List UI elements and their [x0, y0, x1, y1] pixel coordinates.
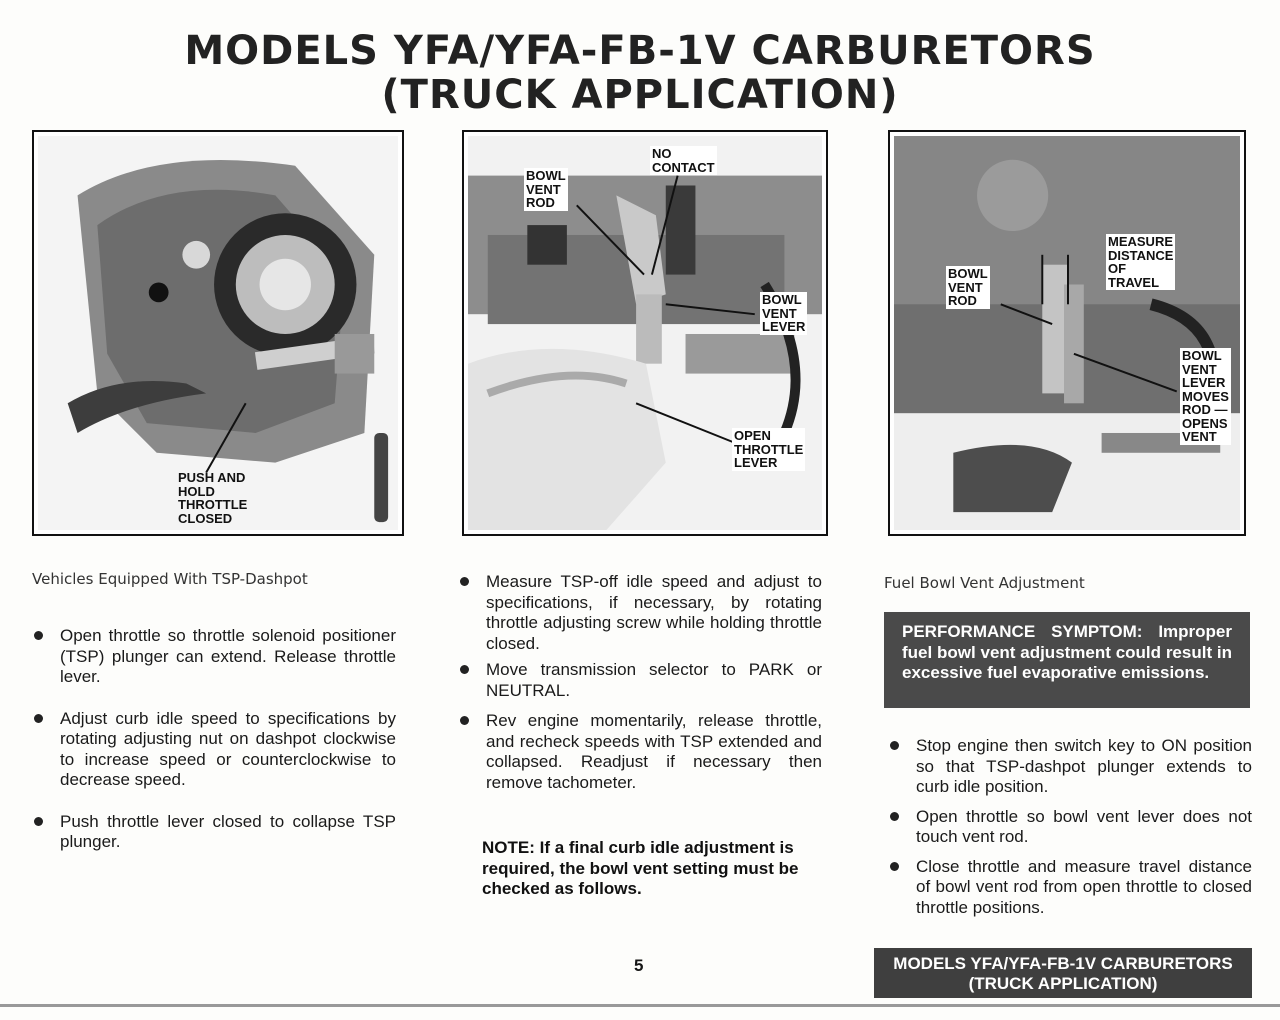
col1-heading: Vehicles Equipped With TSP-Dashpot — [32, 570, 308, 588]
col3-heading: Fuel Bowl Vent Adjustment — [884, 574, 1085, 592]
list-item: Move transmission selector to PARK or NEUTRAL. — [458, 660, 822, 701]
label-bowl-vent-lever-moves: BOWL VENT LEVER MOVES ROD — OPENS VENT — [1182, 348, 1229, 444]
list-item: Rev engine momentarily, release throttle, and recheck speeds with TSP extended and collapsed. Readjust if necessary then remove tachometer. — [458, 711, 822, 793]
bottom-rule — [0, 1004, 1280, 1007]
page-subtitle: (TRUCK APPLICATION) — [381, 72, 899, 118]
list-item: Open throttle so throttle solenoid positioner (TSP) plunger can extend. Release throttle lever. — [32, 626, 396, 688]
footer-line1: MODELS YFA/YFA-FB-1V CARBURETORS — [893, 954, 1233, 973]
list-item: Adjust curb idle speed to specifications by rotating adjusting nut on dashpot clockwise to increase speed or counterclockwise to decrease speed. — [32, 709, 396, 791]
bullet-icon — [34, 631, 43, 640]
bullet-icon — [890, 812, 899, 821]
label-no-contact: NO CONTACT — [652, 146, 715, 175]
list-item: Open throttle so bowl vent lever does not touch vent rod. — [888, 807, 1252, 848]
bullet-icon — [460, 577, 469, 586]
bullet-icon — [890, 741, 899, 750]
page-number: 5 — [634, 956, 644, 975]
label-open-throttle-lever: OPEN THROTTLE LEVER — [734, 428, 804, 470]
footer-line2: (TRUCK APPLICATION) — [968, 974, 1158, 993]
col3-bullets — [888, 736, 1252, 927]
label-push-and-hold: PUSH AND HOLD THROTTLE CLOSED — [178, 470, 248, 526]
bullet-icon — [460, 716, 469, 725]
col2-bullets — [458, 572, 822, 799]
label-bowl-vent-rod: BOWL VENT ROD — [526, 168, 566, 210]
list-item: Stop engine then switch key to ON position so that TSP-dashpot plunger extends to curb idle position. — [888, 736, 1252, 798]
list-item: Close throttle and measure travel distance of bowl vent rod from open throttle to closed throttle positions. — [888, 857, 1252, 919]
list-item: Measure TSP-off idle speed and adjust to specifications, if necessary, by rotating throttle adjusting screw while holding throttle closed. — [458, 572, 822, 654]
label-bowl-vent-rod-3: BOWL VENT ROD — [948, 266, 988, 308]
label-measure-distance: MEASURE DISTANCE OF TRAVEL — [1108, 234, 1174, 290]
bullet-icon — [460, 665, 469, 674]
col1-bullets — [32, 626, 396, 867]
bullet-icon — [890, 862, 899, 871]
carburetor-photo-3 — [894, 136, 1240, 530]
figure-bowl-vent-no-contact — [462, 130, 828, 536]
figure-tsp-dashpot — [32, 130, 404, 536]
figure-measure-travel — [888, 130, 1246, 536]
page-title: MODELS YFA/YFA-FB-1V CARBURETORS — [184, 28, 1096, 74]
footer-banner — [874, 948, 1252, 998]
bullet-icon — [34, 817, 43, 826]
note-text: NOTE: If a final curb idle adjustment is required, the bowl vent setting must be checked as follows. — [482, 838, 799, 898]
bullet-icon — [34, 714, 43, 723]
label-bowl-vent-lever: BOWL VENT LEVER — [762, 292, 806, 334]
performance-symptom-box: PERFORMANCE SYMPTOM: Improper fuel bowl vent adjustment could result in excessive fuel evaporative emissions. — [884, 612, 1250, 708]
list-item: Push throttle lever closed to collapse TSP plunger. — [32, 812, 396, 853]
